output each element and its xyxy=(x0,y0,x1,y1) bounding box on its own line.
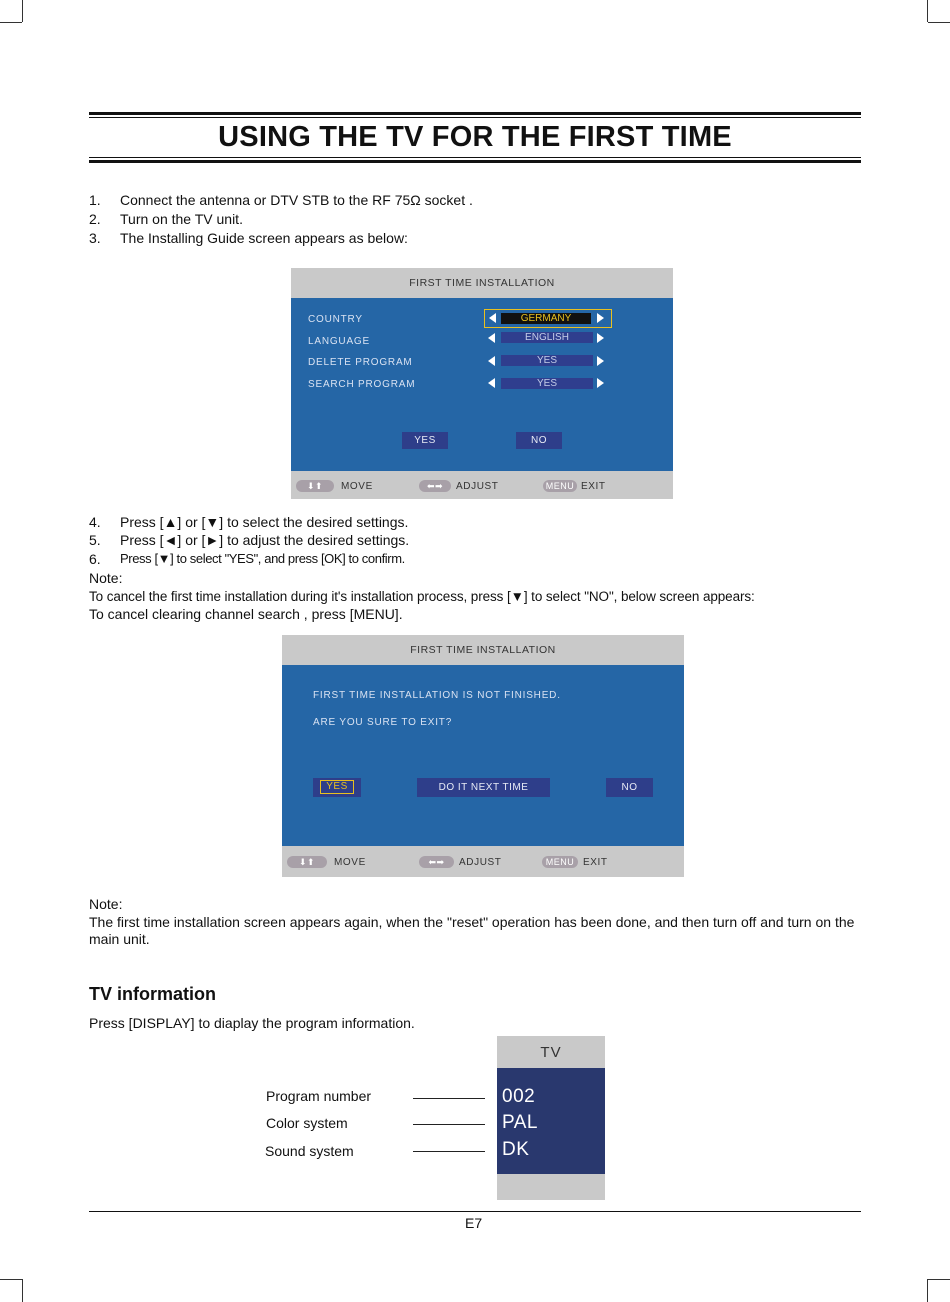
right-arrow-icon[interactable] xyxy=(597,333,604,343)
step-text: Press [◄] or [►] to adjust the desired settings. xyxy=(120,532,410,548)
menu-key-icon: MENU xyxy=(543,480,577,492)
crop-mark xyxy=(928,1279,950,1280)
search-program-label: SEARCH PROGRAM xyxy=(308,379,416,390)
delete-program-value[interactable]: YES xyxy=(501,355,593,366)
step-number: 5. xyxy=(89,532,101,548)
program-number-label: Program number xyxy=(266,1088,372,1104)
crop-mark xyxy=(927,1279,928,1302)
crop-mark xyxy=(22,1279,23,1302)
step-text: The Installing Guide screen appears as below: xyxy=(120,230,408,246)
country-label: COUNTRY xyxy=(308,314,363,325)
delete-program-label: DELETE PROGRAM xyxy=(308,357,413,368)
page-title: USING THE TV FOR THE FIRST TIME xyxy=(218,121,732,153)
sound-system-label: Sound system xyxy=(265,1143,354,1159)
no-button[interactable]: NO xyxy=(606,778,653,797)
move-arrows-icon: ⬇⬆ xyxy=(296,480,334,492)
exit-question: ARE YOU SURE TO EXIT? xyxy=(313,717,453,728)
step-text: Press [▼] to select "YES", and press [OK] to confirm. xyxy=(120,551,405,566)
search-program-value[interactable]: YES xyxy=(501,378,593,389)
installation-screen xyxy=(291,268,673,499)
screen-footer xyxy=(282,846,684,877)
footer-rule xyxy=(89,1211,861,1212)
yes-button[interactable]: YES xyxy=(402,432,448,449)
do-it-next-time-button[interactable]: DO IT NEXT TIME xyxy=(417,778,550,797)
screen-header: FIRST TIME INSTALLATION xyxy=(282,635,684,665)
step-text: Turn on the TV unit. xyxy=(120,211,243,227)
page-number: E7 xyxy=(465,1215,483,1231)
right-arrow-icon[interactable] xyxy=(597,313,604,323)
note-text: To cancel the first time installation during it's installation process, press [▼] to select "NO", below screen appears: xyxy=(89,589,755,604)
yes-button[interactable] xyxy=(313,778,361,797)
crop-mark xyxy=(22,0,23,22)
exit-confirm-screen xyxy=(282,635,684,877)
note-text: To cancel clearing channel search , press [MENU]. xyxy=(89,606,403,622)
left-arrow-icon[interactable] xyxy=(488,333,495,343)
adjust-arrows-icon: ⬅➡ xyxy=(419,856,454,868)
crop-mark xyxy=(0,1279,22,1280)
yes-label: YES xyxy=(320,780,354,794)
adjust-label: ADJUST xyxy=(459,857,502,868)
screen-header: FIRST TIME INSTALLATION xyxy=(291,268,673,298)
step-number: 6. xyxy=(89,551,101,567)
right-arrow-icon[interactable] xyxy=(597,356,604,366)
step-number: 1. xyxy=(89,192,101,208)
note-text: The first time installation screen appears again, when the "reset" operation has been done, and then turn off and turn on the main unit. xyxy=(89,914,855,947)
title-rule-top-thin xyxy=(89,117,861,118)
title-rule-bottom xyxy=(89,160,861,163)
step-number: 4. xyxy=(89,514,101,530)
tv-info-title: TV xyxy=(540,1044,562,1061)
step-text: Press [▲] or [▼] to select the desired settings. xyxy=(120,514,409,530)
sound-system-value: DK xyxy=(502,1139,530,1160)
country-value: GERMANY xyxy=(501,313,591,324)
color-system-value: PAL xyxy=(502,1112,539,1133)
exit-label: EXIT xyxy=(583,857,608,868)
crop-mark xyxy=(0,22,22,23)
crop-mark xyxy=(927,0,928,22)
move-arrows-icon: ⬇⬆ xyxy=(287,856,327,868)
tv-info-body xyxy=(497,1068,605,1174)
adjust-arrows-icon: ⬅➡ xyxy=(419,480,451,492)
language-value[interactable]: ENGLISH xyxy=(501,332,593,343)
move-label: MOVE xyxy=(341,481,373,492)
adjust-label: ADJUST xyxy=(456,481,499,492)
right-arrow-icon[interactable] xyxy=(597,378,604,388)
country-selector[interactable] xyxy=(484,309,612,328)
title-rule-top xyxy=(89,112,861,115)
left-arrow-icon[interactable] xyxy=(488,356,495,366)
step-text: Connect the antenna or DTV STB to the RF 75Ω socket . xyxy=(120,192,473,208)
left-arrow-icon[interactable] xyxy=(489,313,496,323)
note-label: Note: xyxy=(89,896,123,912)
step-number: 3. xyxy=(89,230,101,246)
screen-footer xyxy=(291,471,673,499)
leader-line xyxy=(413,1151,485,1152)
leader-line xyxy=(413,1124,485,1125)
step-number: 2. xyxy=(89,211,101,227)
tv-info-box xyxy=(497,1036,605,1200)
section-heading: TV information xyxy=(89,984,216,1004)
color-system-label: Color system xyxy=(266,1115,348,1131)
note-label: Note: xyxy=(89,570,123,586)
leader-line xyxy=(413,1098,485,1099)
no-button[interactable]: NO xyxy=(516,432,562,449)
crop-mark xyxy=(928,22,950,23)
left-arrow-icon[interactable] xyxy=(488,378,495,388)
exit-label: EXIT xyxy=(581,481,606,492)
language-label: LANGUAGE xyxy=(308,336,370,347)
not-finished-message: FIRST TIME INSTALLATION IS NOT FINISHED. xyxy=(313,690,561,701)
program-number-value: 002 xyxy=(502,1086,536,1107)
menu-key-icon: MENU xyxy=(542,856,578,868)
title-rule-bottom-thin xyxy=(89,157,861,158)
move-label: MOVE xyxy=(334,857,366,868)
section-intro: Press [DISPLAY] to diaplay the program information. xyxy=(89,1015,415,1031)
